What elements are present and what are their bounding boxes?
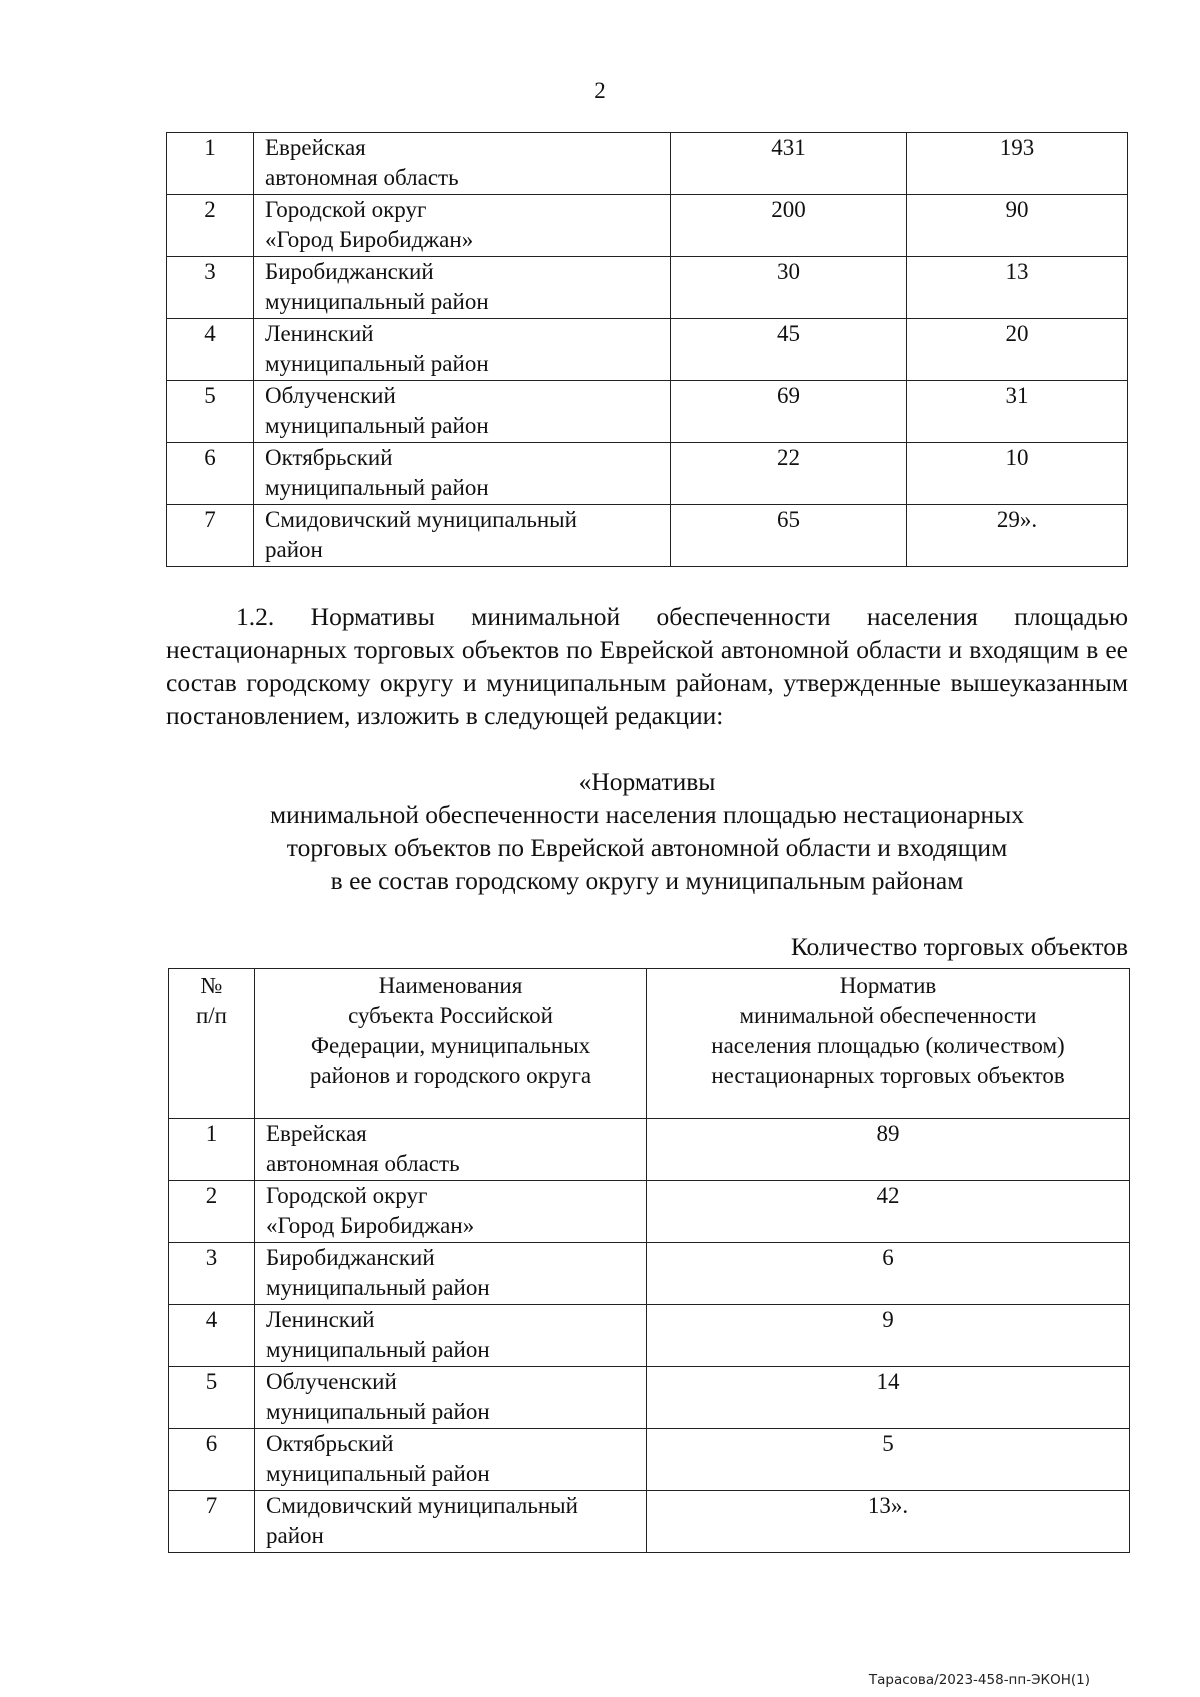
row-name: Смидовичский муниципальный район: [255, 1491, 647, 1553]
row-value-2: 29».: [907, 505, 1128, 567]
row-value-1: 22: [671, 443, 907, 505]
row-number: 4: [167, 319, 254, 381]
table-row: [169, 1429, 1130, 1491]
row-value: 6: [647, 1243, 1130, 1305]
row-name: Ленинский муниципальный район: [255, 1305, 647, 1367]
row-value-1: 200: [671, 195, 907, 257]
title-line: в ее состав городскому округу и муниципальным районам: [330, 866, 964, 895]
table-row: [167, 505, 1128, 567]
page-number: 2: [594, 78, 606, 103]
header-num: № п/п: [169, 969, 255, 1119]
table-header-row: [169, 969, 1130, 1119]
row-number: 4: [169, 1305, 255, 1367]
row-number: 7: [169, 1491, 255, 1553]
row-value-1: 45: [671, 319, 907, 381]
row-value-2: 193: [907, 133, 1128, 195]
header-value: Норматив минимальной обеспеченности населения площадью (количеством) нестационарных торговых объектов: [647, 969, 1130, 1119]
table-row: [169, 1119, 1130, 1181]
footer-document-id: Тарасова/2023-458-пп-ЭКОН(1): [868, 1672, 1090, 1688]
row-value-1: 30: [671, 257, 907, 319]
title-line: торговых объектов по Еврейской автономной области и входящим: [286, 833, 1008, 862]
row-name: Смидовичский муниципальный район: [254, 505, 671, 567]
row-value-1: 431: [671, 133, 907, 195]
table-row: [167, 319, 1128, 381]
row-value-1: 69: [671, 381, 907, 443]
row-name: Городской округ «Город Биробиджан»: [254, 195, 671, 257]
row-number: 7: [167, 505, 254, 567]
norms-table: [168, 968, 1130, 1553]
row-value: 9: [647, 1305, 1130, 1367]
row-name: Облученский муниципальный район: [255, 1367, 647, 1429]
row-value: 5: [647, 1429, 1130, 1491]
row-number: 1: [167, 133, 254, 195]
row-value-2: 20: [907, 319, 1128, 381]
row-value-2: 10: [907, 443, 1128, 505]
table-row: [169, 1243, 1130, 1305]
row-number: 3: [169, 1243, 255, 1305]
table-row: [169, 1367, 1130, 1429]
title-line: «Нормативы: [578, 767, 716, 796]
row-name: Биробиджанский муниципальный район: [254, 257, 671, 319]
row-value: 13».: [647, 1491, 1130, 1553]
row-name: Биробиджанский муниципальный район: [255, 1243, 647, 1305]
row-number: 2: [167, 195, 254, 257]
norms-table-continued: [166, 132, 1128, 567]
row-name: Еврейская автономная область: [254, 133, 671, 195]
row-name: Октябрьский муниципальный район: [254, 443, 671, 505]
row-value: 89: [647, 1119, 1130, 1181]
row-number: 6: [169, 1429, 255, 1491]
table-row: [169, 1181, 1130, 1243]
table-row: [167, 381, 1128, 443]
table-row: [167, 257, 1128, 319]
table-row: [167, 195, 1128, 257]
row-value: 42: [647, 1181, 1130, 1243]
row-name: Еврейская автономная область: [255, 1119, 647, 1181]
row-number: 2: [169, 1181, 255, 1243]
document-title: [166, 765, 1128, 897]
row-number: 6: [167, 443, 254, 505]
table-row: [167, 133, 1128, 195]
row-value-1: 65: [671, 505, 907, 567]
row-name: Октябрьский муниципальный район: [255, 1429, 647, 1491]
header-name: Наименования субъекта Российской Федерации, муниципальных районов и городского округа: [255, 969, 647, 1119]
row-value-2: 90: [907, 195, 1128, 257]
row-value: 14: [647, 1367, 1130, 1429]
row-value-2: 13: [907, 257, 1128, 319]
row-number: 3: [167, 257, 254, 319]
paragraph-text: 1.2. Нормативы минимальной обеспеченности населения площадью нестационарных торговых объектов по Еврейской автономной области и входящим в ее состав городскому округу и муниципальным районам, утвержденные вышеуказанным постановлением, изложить в следующей редакции:: [166, 602, 1128, 730]
table-row: [169, 1305, 1130, 1367]
table-row: [167, 443, 1128, 505]
row-name: Городской округ «Город Биробиджан»: [255, 1181, 647, 1243]
title-line: минимальной обеспеченности населения площадью нестационарных: [269, 800, 1025, 829]
row-number: 1: [169, 1119, 255, 1181]
paragraph-1-2: [166, 600, 1128, 732]
row-name: Облученский муниципальный район: [254, 381, 671, 443]
units-label: Количество торговых объектов: [790, 932, 1128, 961]
row-number: 5: [169, 1367, 255, 1429]
row-name: Ленинский муниципальный район: [254, 319, 671, 381]
row-value-2: 31: [907, 381, 1128, 443]
table-row: [169, 1491, 1130, 1553]
row-number: 5: [167, 381, 254, 443]
